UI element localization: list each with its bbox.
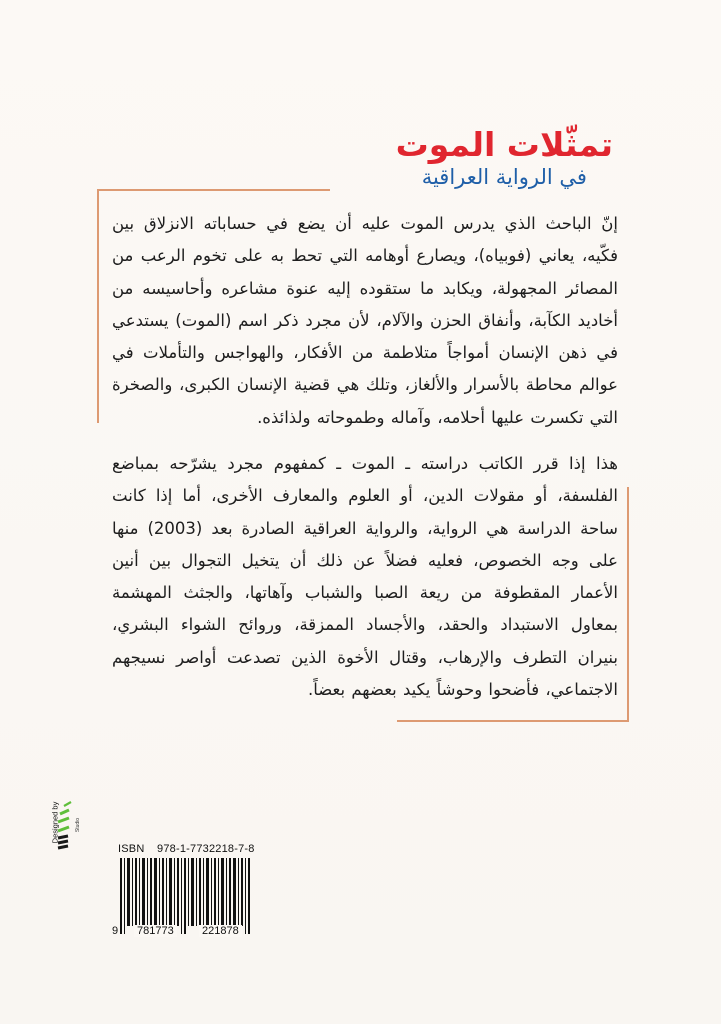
blurb-paragraph-2: هذا إذا قرر الكاتب دراسته ـ الموت ـ كمفهوم مجرد يشرّحه بمباضع الفلسفة، أو مقولات الدين، أو العلوم والمعارف الأخرى، أما إذا كانت ساحة الدراسة هي الرواية، والرواية العراقية الصادرة بعد (2003) منها على وجه الخصوص، فعليه فضلاً عن ذلك أن يتخيل التجوال بين أنين الأعمار المقطوفة من ريعة الصبا والشباب وآهاتها، والجثث المهشمة بمعاول الاستبداد والحقد، والأجساد الممزقة، وروائح الشواء البشري، بنيران التطرف والإرهاب، وقتال الأخوة الذين تصدعت أواصر نسيجهم الاجتماعي، فأضحوا وحوشاً يكيد بعضهم بعضاً. [112,454,618,700]
isbn-barcode-block [112,843,262,938]
studio-label: Studio [75,817,82,833]
book-title: تمثّلات الموت [395,125,613,164]
frame-bottom-line [397,720,629,722]
barcode-digits [112,925,262,939]
title-block [396,126,613,190]
isbn-label: ISBN [118,843,145,855]
barcode-lead-digit: 9 [112,925,119,937]
book-subtitle: في الرواية العراقية [421,165,587,189]
frame-right-line [627,487,629,722]
barcode-right-group: 221878 [199,925,242,937]
barcode-left-group: 781773 [134,925,177,937]
designed-by-label: Designed by [50,801,60,844]
isbn-text [118,843,262,856]
barcode [112,858,262,938]
isbn-number: 978-1-7732218-7-8 [157,843,255,855]
designer-credit [44,800,86,852]
blurb-paragraph-1: إنّ الباحث الذي يدرس الموت عليه أن يضع في حساباته الانزلاق بين فكّيه، يعاني (فوبياه)، ويصارع أوهامه التي تحط به على تخوم الرعب من المصائر المجهولة، ويكابد ما ستقوده إليه عنوة مشاعره وأحاسيسه من أخاديد الكآبة، وأنفاق الحزن والآلام، لأن مجرد ذكر اسم (الموت) يستدعي في ذهن الإنسان أمواجاً متلاطمة من الأفكار، والهواجس والتأملات في عوالم محاطة بالأسرار والألغاز، وتلك هي قضية الإنسان الكبرى، والصخرة التي تكسرت عليها أحلامه، وآماله وطموحاته ولذائذه. [112,214,618,427]
frame-top-line [97,189,330,191]
frame-left-line [97,189,99,423]
